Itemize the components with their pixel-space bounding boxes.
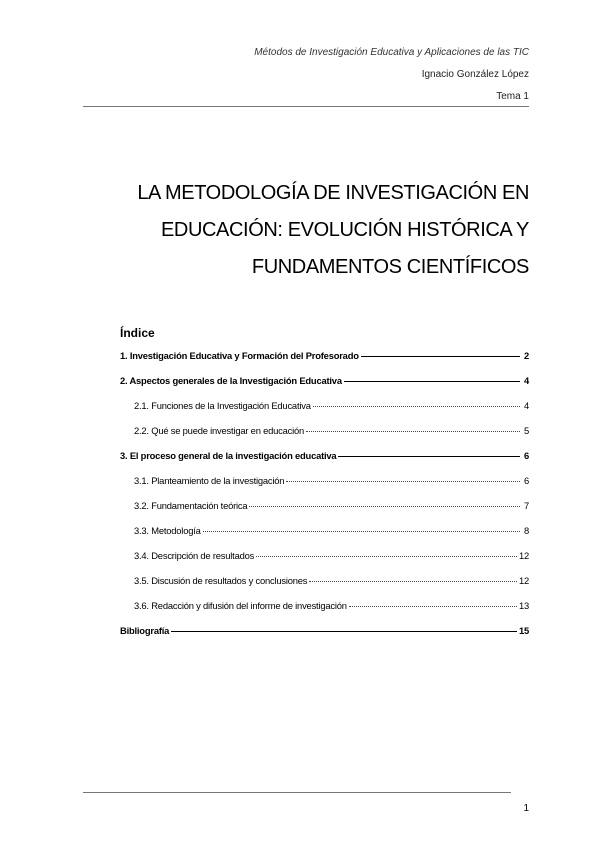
toc-entry-3-1[interactable] [120,475,529,500]
toc-entry-label: 3.5. Discusión de resultados y conclusiones [134,575,308,586]
toc-leader [313,406,520,407]
toc-leader [344,381,520,382]
toc-entry-page: 4 [523,375,529,386]
footer-divider [83,792,511,793]
toc-entry-page: 7 [523,500,529,511]
toc-entry-label: 3.2. Fundamentación teórica [134,500,248,511]
toc-entry-label: Bibliografía [120,625,170,636]
toc-leader [306,431,520,432]
toc-entry-page: 2 [523,350,529,361]
toc-leader [338,456,520,457]
toc-entry-page: 4 [523,400,529,411]
document-title [109,175,529,286]
toc-entry-page: 13 [518,600,529,611]
toc-entry-label: 3.3. Metodología [134,525,201,536]
toc-entry-page: 6 [523,450,529,461]
toc-entry-label: 2.1. Funciones de la Investigación Educativa [134,400,311,411]
header-author: Ignacio González López [421,69,529,80]
toc-entry-label: 1. Investigación Educativa y Formación del Profesorado [120,350,359,361]
toc-entry-page: 5 [523,425,529,436]
title-line-2: EDUCACIÓN: EVOLUCIÓN HISTÓRICA Y [160,219,529,241]
toc-entry-label: 3.4. Descripción de resultados [134,550,255,561]
toc-entry-3[interactable] [120,450,529,475]
header-course: Métodos de Investigación Educativa y Aplicaciones de las TIC [254,47,529,58]
toc-entry-page: 15 [518,625,529,636]
toc-leader [171,631,517,632]
toc-leader [309,581,517,582]
toc-entry-page: 8 [523,525,529,536]
toc-entry-label: 2.2. Qué se puede investigar en educación [134,425,305,436]
toc-entry-label: 2. Aspectos generales de la Investigación Educativa [120,375,342,386]
toc-entry-3-3[interactable] [120,525,529,550]
page-number: 1 [523,803,529,814]
toc-entry-page: 6 [523,475,529,486]
toc-leader [256,556,517,557]
title-line-1: LA METODOLOGÍA DE INVESTIGACIÓN EN [137,182,529,204]
toc-leader [286,481,520,482]
toc-heading: Índice [120,326,155,340]
toc-entry-label: 3. El proceso general de la investigación educativa [120,450,337,461]
toc-leader [349,606,517,607]
toc-entry-bibliography[interactable] [120,625,529,650]
toc-entry-2[interactable] [120,375,529,400]
title-line-3: FUNDAMENTOS CIENTÍFICOS [251,256,529,278]
table-of-contents [120,350,529,650]
toc-entry-page: 12 [518,550,529,561]
toc-leader [361,356,520,357]
toc-entry-1[interactable] [120,350,529,375]
toc-entry-3-4[interactable] [120,550,529,575]
toc-leader [203,531,520,532]
toc-entry-3-2[interactable] [120,500,529,525]
toc-leader [249,506,520,507]
toc-entry-label: 3.6. Redacción y difusión del informe de investigación [134,600,347,611]
toc-entry-3-6[interactable] [120,600,529,625]
header-divider [83,106,529,107]
toc-entry-2-1[interactable] [120,400,529,425]
toc-entry-3-5[interactable] [120,575,529,600]
toc-entry-label: 3.1. Planteamiento de la investigación [134,475,285,486]
toc-entry-page: 12 [518,575,529,586]
header-topic: Tema 1 [496,91,529,102]
toc-entry-2-2[interactable] [120,425,529,450]
